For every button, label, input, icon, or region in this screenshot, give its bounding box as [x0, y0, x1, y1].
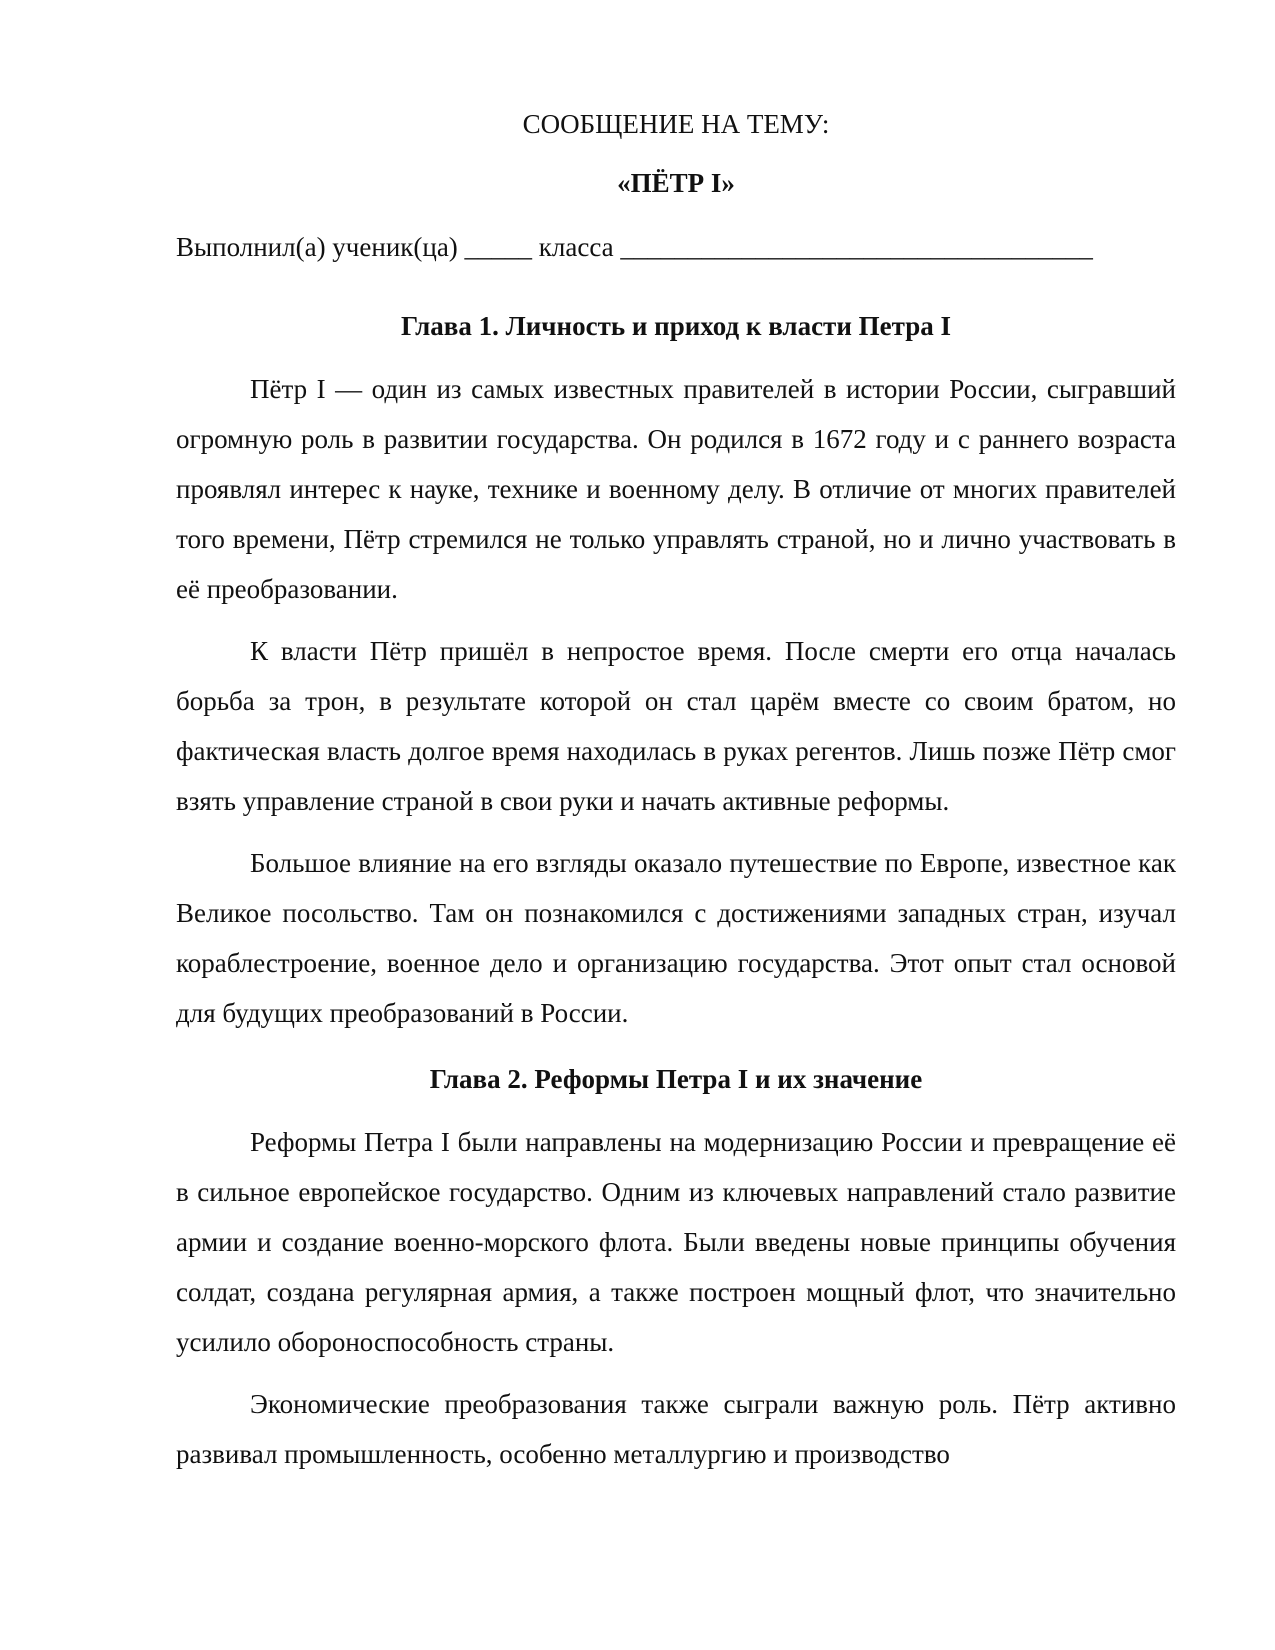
chapter-1-paragraph-3: Большое влияние на его взгляды оказало путешествие по Европе, известное как Великое посольство. Там он познакомился с достижениями западных стран, изучал кораблестроение, военное дело и организацию государства. Этот опыт стал основой для будущих преобразований в России. — [176, 847, 1176, 1028]
chapter-1-title: Глава 1. Личность и приход к власти Петра I — [401, 310, 951, 341]
document-page — [176, 108, 1176, 1491]
report-title: «ПЁТР I» — [617, 168, 735, 199]
author-line: Выполнил(а) ученик(ца) _____ класса ___________________________________ — [176, 231, 1093, 262]
chapter-1-paragraph-2: К власти Пётр пришёл в непростое время. После смерти его отца началась борьба за трон, в результате которой он стал царём вместе со своим братом, но фактическая власть долгое время находилась в руках регентов. Лишь позже Пётр смог взять управление страной в свои руки и начать активные реформы. — [176, 635, 1176, 816]
chapter-2-paragraph-1: Реформы Петра I были направлены на модернизацию России и превращение её в сильное европейское государство. Одним из ключевых направлений стало развитие армии и создание военно-морского флота. Были введены новые принципы обучения солдат, создана регулярная армия, а также построен мощный флот, что значительно усилило обороноспособность страны. — [176, 1127, 1176, 1358]
chapter-2-title: Глава 2. Реформы Петра I и их значение — [429, 1063, 923, 1094]
chapter-1-paragraph-1: Пётр I — один из самых известных правителей в истории России, сыгравший огромную роль в развитии государства. Он родился в 1672 году и с раннего возраста проявлял интерес к науке, технике и военному делу. В отличие от многих правителей того времени, Пётр стремился не только управлять страной, но и лично участвовать в её преобразовании. — [176, 373, 1176, 604]
chapter-2-paragraph-2: Экономические преобразования также сыграли важную роль. Пётр активно развивал промышленность, особенно металлургию и производство — [176, 1389, 1176, 1470]
report-heading: СООБЩЕНИЕ НА ТЕМУ: — [522, 109, 830, 139]
